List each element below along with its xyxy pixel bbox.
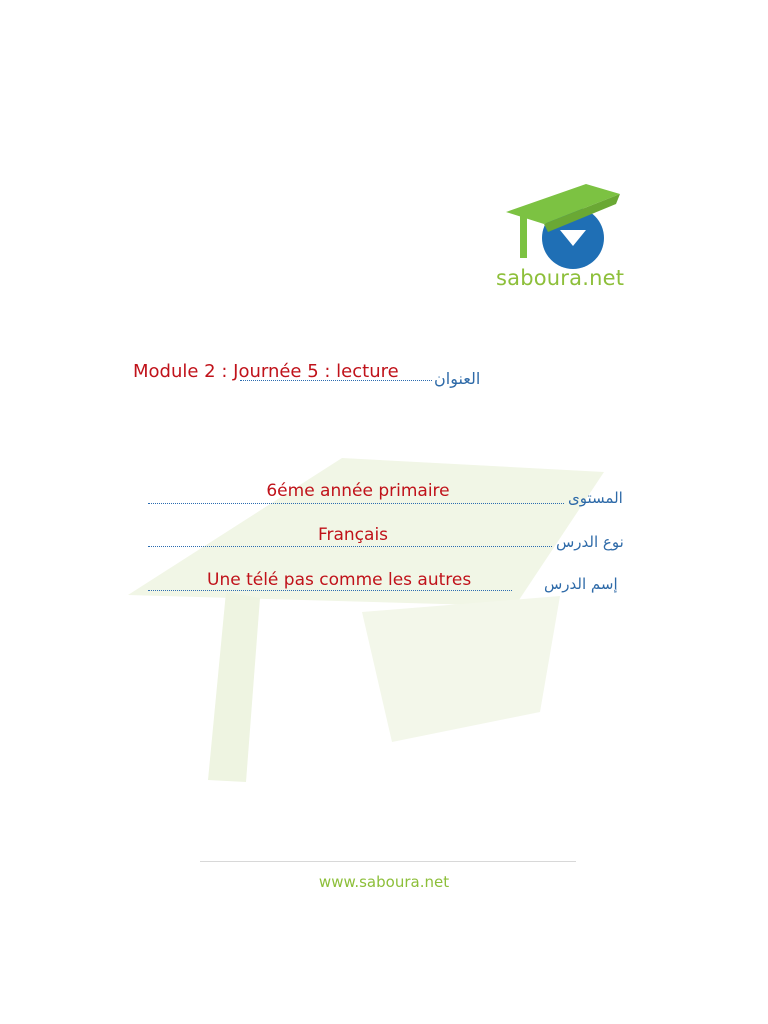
level-label: المستوى <box>568 489 623 507</box>
subject-label: نوع الدرس <box>556 533 624 551</box>
subject-value: Français <box>317 525 389 545</box>
level-dotted-line <box>148 503 564 504</box>
footer-divider <box>200 861 576 862</box>
subject-dotted-line <box>148 546 552 547</box>
footer-url: www.saboura.net <box>318 873 450 891</box>
title-label: العنوان <box>434 369 481 388</box>
title-dotted-line <box>240 380 432 381</box>
title-value: Module 2 : Journée 5 : lecture <box>133 361 399 382</box>
brand-name: saboura.net <box>496 266 625 290</box>
lesson-label: إسم الدرس <box>544 575 618 593</box>
lesson-dotted-line <box>148 590 512 591</box>
lesson-value: Une télé pas comme les autres <box>207 570 472 590</box>
level-value: 6éme année primaire <box>266 481 450 501</box>
